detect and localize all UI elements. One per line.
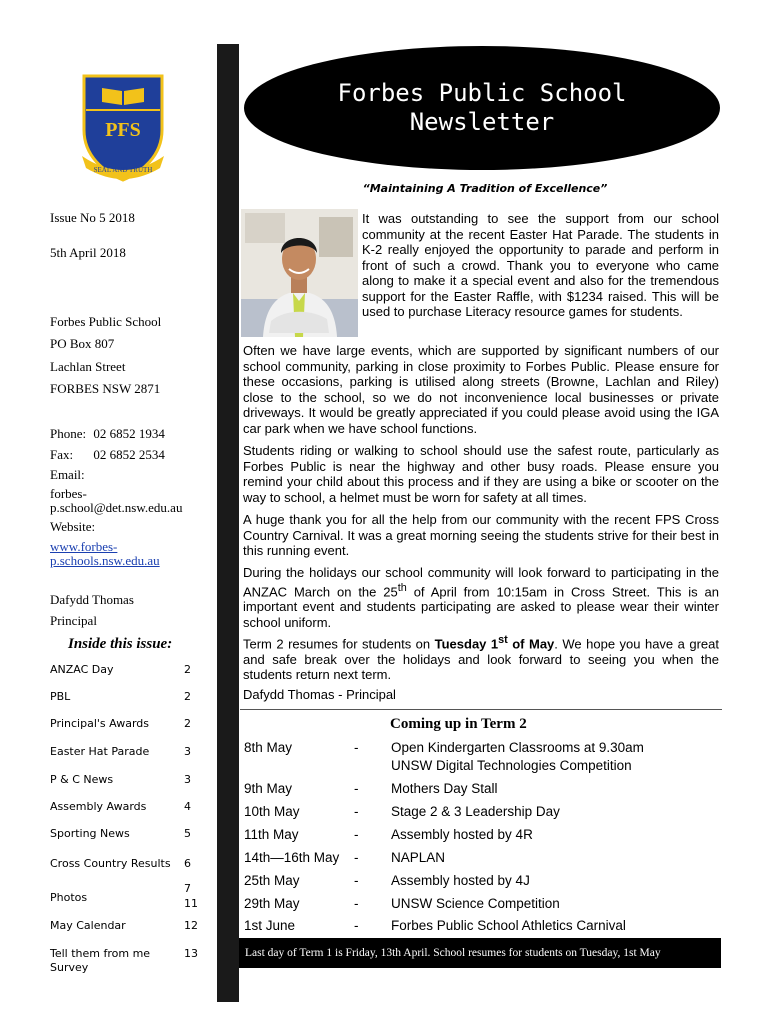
article-paragraph-3: Students riding or walking to school should use the safest route, particularly as Forbes Public is near the highway and other busy roads. Please ensure you remind your child about this process and if they are using a bike or scooter on the way to school, a helmet must be worn for safety at all times. — [243, 443, 719, 505]
po-box: PO Box 807 — [50, 336, 115, 351]
contents-item-page: 6 — [184, 857, 191, 870]
fax-number: 02 6852 2534 — [93, 447, 165, 462]
event-dash: - — [354, 918, 359, 933]
contents-item-page: 2 — [184, 717, 191, 730]
svg-text:SEAL AND TRUTH: SEAL AND TRUTH — [93, 166, 153, 174]
phone-label: Phone: — [50, 426, 87, 441]
fax-row — [50, 447, 165, 463]
principal-name: Dafydd Thomas — [50, 592, 134, 607]
event-description: NAPLAN — [391, 850, 446, 865]
contents-item-page: 11 — [184, 897, 198, 910]
contents-item-label: PBL — [50, 690, 71, 703]
title-line-1: Forbes Public School — [337, 79, 627, 107]
website-link-line-2[interactable]: p.schools.nsw.edu.au — [50, 553, 160, 568]
contents-item-label: Tell them from me — [50, 947, 151, 960]
phone-row — [50, 426, 165, 442]
article-paragraph-6-text-b: . We hope you have a great and safe break over the holidays and look forward to seeing you when the students return next term. — [243, 636, 719, 683]
event-date: 1st June — [244, 918, 296, 933]
contents-item-page: 2 — [184, 690, 191, 703]
event-description: Assembly hosted by 4R — [391, 827, 533, 842]
website-link-line-1[interactable]: www.forbes- — [50, 539, 118, 554]
contents-item-page: 7 — [184, 882, 191, 895]
article-paragraph-6-text-a: Term 2 resumes for students on — [243, 636, 435, 652]
contents-item-label: Easter Hat Parade — [50, 745, 150, 758]
contents-item-label: P & C News — [50, 773, 114, 786]
contents-item-page: 3 — [184, 773, 191, 786]
contents-item-label: May Calendar — [50, 919, 126, 932]
term-start-bold: Tuesday 1 — [434, 636, 499, 652]
principal-photo — [241, 209, 358, 337]
section-divider — [240, 709, 722, 710]
issue-date: 5th April 2018 — [50, 245, 126, 260]
superscript-st: st — [498, 634, 508, 646]
event-description: UNSW Digital Technologies Competition — [391, 758, 632, 773]
term-dates-footer-text: Last day of Term 1 is Friday, 13th April. School resumes for students on Tuesday, 1st May — [245, 947, 661, 959]
svg-text:PFS: PFS — [105, 119, 141, 141]
school-crest-logo — [78, 72, 168, 184]
article-paragraph-5-text-b: of April from 10:15am in Cross Street. This is an important event and students participating are asked to please wear their winter school uniform. — [243, 583, 720, 630]
contents-title: Inside this issue: — [68, 636, 173, 652]
phone-number: 02 6852 1934 — [93, 426, 165, 441]
contents-item-label: Sporting News — [50, 827, 130, 840]
contents-item-page: 12 — [184, 919, 198, 932]
contents-item-label: ANZAC Day — [50, 663, 114, 676]
contents-item-label: Survey — [50, 961, 89, 974]
newsletter-title-banner — [244, 46, 720, 170]
event-date: 14th—16th May — [244, 850, 340, 865]
contents-item-label: Assembly Awards — [50, 800, 147, 813]
principal-title: Principal — [50, 613, 97, 628]
contents-item-page: 13 — [184, 947, 198, 960]
vertical-divider-bar — [217, 44, 239, 1002]
term-dates-footer — [239, 938, 721, 968]
article-signoff: Dafydd Thomas - Principal — [243, 687, 396, 702]
email-label: Email: — [50, 467, 85, 482]
article-paragraph-5 — [243, 565, 719, 630]
contents-item-label: Cross Country Results — [50, 857, 171, 870]
email-line-2: p.school@det.nsw.edu.au — [50, 500, 183, 515]
email-line-1: forbes- — [50, 486, 87, 501]
event-dash: - — [354, 896, 359, 911]
event-dash: - — [354, 850, 359, 865]
event-description: Stage 2 & 3 Leadership Day — [391, 804, 560, 819]
article-paragraph-5-text-a: During the holidays our school community will look forward to participating in the ANZAC March on the 25 — [243, 565, 719, 599]
fax-label: Fax: — [50, 447, 74, 462]
contents-item-page: 3 — [184, 745, 191, 758]
event-date: 11th May — [244, 827, 299, 842]
town-address: FORBES NSW 2871 — [50, 381, 161, 396]
superscript-th: th — [397, 581, 407, 594]
street-address: Lachlan Street — [50, 359, 126, 374]
contents-item-label: Photos — [50, 891, 88, 904]
event-date: 29th May — [244, 896, 300, 911]
article-paragraph-1: It was outstanding to see the support from our school community at the recent Easter Hat Parade. The students in K-2 really enjoyed the opportunity to parade and perform in front of such a crowd. Thank you to everyone who came along to make it a special event and also for the tremendous support for the Easter Raffle, with $1234 raised. This will be used to purchase Literacy resource games for students. — [362, 211, 719, 319]
event-dash: - — [354, 873, 359, 888]
contents-item-page: 4 — [184, 800, 191, 813]
article-paragraph-6 — [243, 633, 719, 683]
event-date: 25th May — [244, 873, 300, 888]
event-description: UNSW Science Competition — [391, 896, 560, 911]
event-description: Open Kindergarten Classrooms at 9.30am — [391, 740, 644, 755]
title-line-2: Newsletter — [409, 108, 555, 136]
event-dash: - — [354, 740, 359, 755]
event-description: Forbes Public School Athletics Carnival — [391, 918, 626, 933]
term-start-bold-2: of May — [507, 636, 555, 652]
event-dash: - — [354, 781, 359, 796]
article-paragraph-2: Often we have large events, which are supported by significant numbers of our school community, parking in close proximity to Forbes Public. Please ensure for these occasions, parking is utilised along streets (Browne, Lachlan and Riley) close to the school, so we do not inconvenience local businesses or private driveways. It would be greatly appreciated if you could please avoid using the IGA car park when we have school functions. — [243, 343, 719, 436]
contents-item-label: Principal's Awards — [50, 717, 149, 730]
article-paragraph-4: A huge thank you for all the help from our community with the recent FPS Cross Country Carnival. It was a great morning seeing the students strive for their best in this running event. — [243, 512, 719, 558]
event-date: 10th May — [244, 804, 300, 819]
event-date: 8th May — [244, 740, 293, 755]
event-dash: - — [354, 827, 359, 842]
issue-number: Issue No 5 2018 — [50, 210, 135, 225]
event-description: Mothers Day Stall — [391, 781, 498, 796]
event-description: Assembly hosted by 4J — [391, 873, 530, 888]
coming-up-title: Coming up in Term 2 — [390, 716, 527, 732]
school-name: Forbes Public School — [50, 314, 162, 329]
contents-item-page: 5 — [184, 827, 191, 840]
event-date: 9th May — [244, 781, 293, 796]
website-label: Website: — [50, 519, 96, 534]
event-dash: - — [354, 804, 359, 819]
contents-item-page: 2 — [184, 663, 191, 676]
school-motto: “Maintaining A Tradition of Excellence” — [362, 182, 608, 195]
